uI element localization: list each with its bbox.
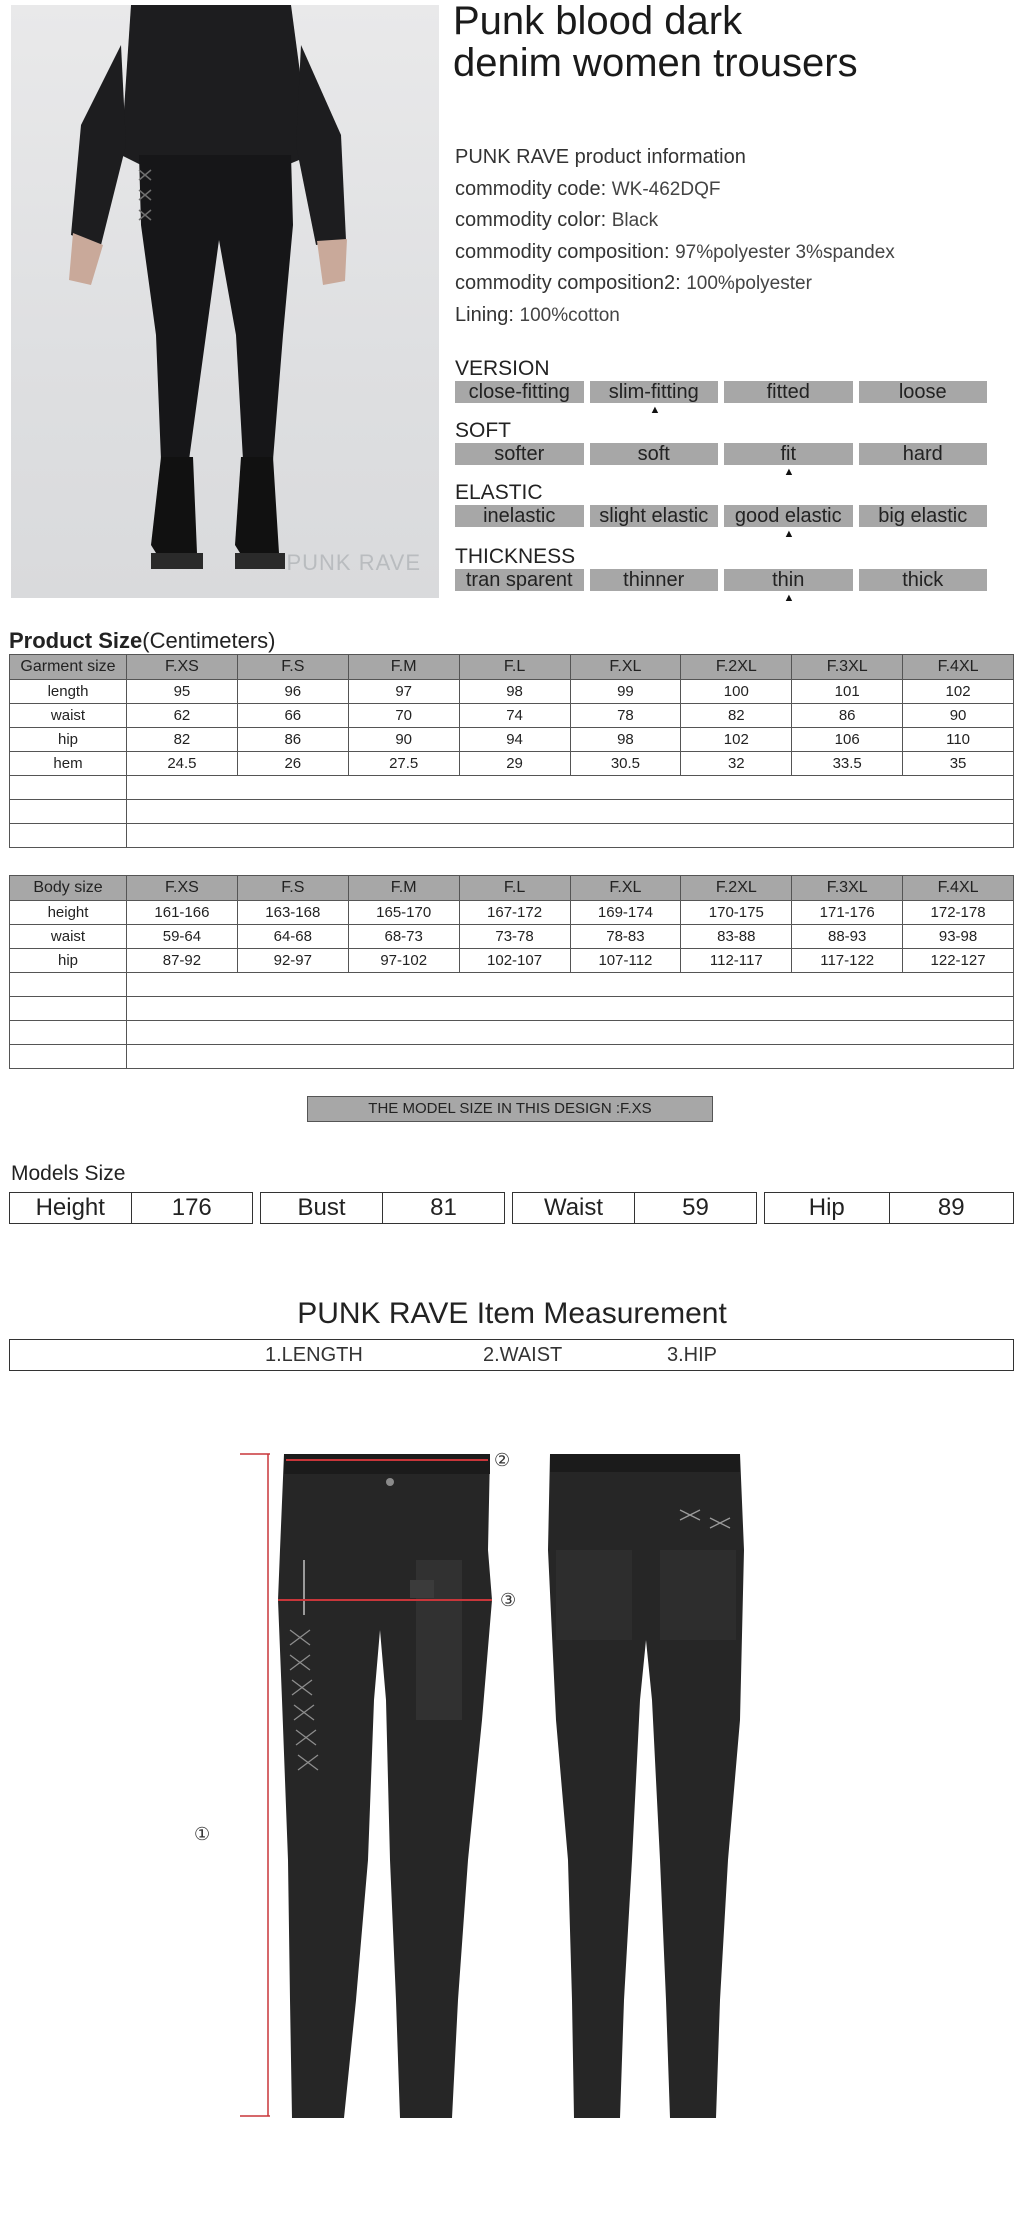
- table-cell: [127, 800, 1014, 824]
- table-row: [10, 949, 1014, 973]
- info-label: commodity composition:: [455, 240, 670, 263]
- table-cell: 163-168: [237, 901, 348, 925]
- measurement-title: PUNK RAVE Item Measurement: [297, 1297, 727, 1330]
- title-line: Punk blood dark: [453, 0, 743, 43]
- attribute-option: fitted: [724, 381, 853, 403]
- table-cell: 86: [237, 728, 348, 752]
- info-row: [455, 237, 1015, 269]
- table-header-cell: F.4XL: [903, 876, 1014, 901]
- attribute-name: VERSION: [455, 357, 550, 380]
- table-cell: 93-98: [903, 925, 1014, 949]
- table-header-cell: F.XS: [127, 655, 238, 680]
- product-size-unit: (Centimeters): [142, 628, 276, 653]
- table-cell: [10, 800, 127, 824]
- table-header-cell: F.2XL: [681, 876, 792, 901]
- info-label: PUNK RAVE product information: [455, 146, 746, 168]
- table-cell: 170-175: [681, 901, 792, 925]
- table-cell: height: [10, 901, 127, 925]
- table-header-cell: F.4XL: [903, 655, 1014, 680]
- measurement-diagram: [194, 1440, 760, 2130]
- info-row: [455, 205, 1015, 237]
- model-measure-label: Height: [10, 1193, 132, 1223]
- table-cell: 94: [459, 728, 570, 752]
- table-cell: 110: [903, 728, 1014, 752]
- selected-marker-icon: ▲: [783, 528, 795, 540]
- marker-hip: ③: [500, 1590, 517, 1611]
- table-cell: 82: [127, 728, 238, 752]
- table-cell: 102-107: [459, 949, 570, 973]
- table-cell: 101: [792, 680, 903, 704]
- table-cell: hip: [10, 728, 127, 752]
- table-header-row: [10, 655, 1014, 680]
- table-row: [10, 680, 1014, 704]
- table-row: [10, 704, 1014, 728]
- table-cell: 88-93: [792, 925, 903, 949]
- attribute-option: fit: [724, 443, 853, 465]
- table-cell: 30.5: [570, 752, 681, 776]
- table-cell: [10, 776, 127, 800]
- measurement-item: 2.WAIST: [483, 1344, 563, 1366]
- measurement-item: 3.HIP: [667, 1344, 718, 1366]
- table-cell: 83-88: [681, 925, 792, 949]
- selected-marker-icon: ▲: [783, 592, 795, 604]
- model-illustration: [11, 5, 439, 598]
- trousers-back-illustration: [548, 1454, 744, 2118]
- marker-waist: ②: [494, 1450, 511, 1471]
- table-cell: 100: [681, 680, 792, 704]
- table-row-empty: [10, 997, 1014, 1021]
- model-measure-hip: [764, 1192, 1014, 1224]
- product-info: [455, 142, 1015, 331]
- table-header-cell: F.M: [348, 876, 459, 901]
- attribute-option: hard: [859, 443, 988, 465]
- table-cell: 97-102: [348, 949, 459, 973]
- table-cell: 78: [570, 704, 681, 728]
- table-row-empty: [10, 824, 1014, 848]
- table-cell: [127, 824, 1014, 848]
- table-cell: [127, 776, 1014, 800]
- table-cell: 35: [903, 752, 1014, 776]
- table-cell: 68-73: [348, 925, 459, 949]
- table-cell: 171-176: [792, 901, 903, 925]
- table-cell: 106: [792, 728, 903, 752]
- attribute-option: thinner: [590, 569, 719, 591]
- info-value: Black: [611, 210, 659, 231]
- table-row: [10, 925, 1014, 949]
- table-cell: 122-127: [903, 949, 1014, 973]
- body-size-table: [9, 875, 1014, 1069]
- attribute-option: thin: [724, 569, 853, 591]
- product-title: [453, 0, 1013, 84]
- table-cell: 24.5: [127, 752, 238, 776]
- measurement-item: 1.LENGTH: [265, 1344, 363, 1366]
- table-cell: 112-117: [681, 949, 792, 973]
- info-value: 100%cotton: [519, 304, 620, 326]
- table-header-cell: F.2XL: [681, 655, 792, 680]
- table-cell: 32: [681, 752, 792, 776]
- table-header-row: [10, 876, 1014, 901]
- table-row: [10, 901, 1014, 925]
- table-cell: 33.5: [792, 752, 903, 776]
- table-cell: 82: [681, 704, 792, 728]
- table-cell: [10, 824, 127, 848]
- table-cell: [127, 997, 1014, 1021]
- model-measure-label: Waist: [513, 1193, 635, 1223]
- table-cell: 90: [903, 704, 1014, 728]
- selected-marker-icon: ▲: [783, 466, 795, 478]
- table-cell: 98: [459, 680, 570, 704]
- table-row-empty: [10, 973, 1014, 997]
- table-row-empty: [10, 776, 1014, 800]
- table-cell: 96: [237, 680, 348, 704]
- table-cell: 64-68: [237, 925, 348, 949]
- table-row-empty: [10, 1021, 1014, 1045]
- table-cell: 117-122: [792, 949, 903, 973]
- model-measure-label: Bust: [261, 1193, 383, 1223]
- table-cell: 99: [570, 680, 681, 704]
- table-cell: [10, 973, 127, 997]
- trousers-front-illustration: [278, 1454, 492, 2118]
- table-cell: 169-174: [570, 901, 681, 925]
- attribute-option: slight elastic: [590, 505, 719, 527]
- table-cell: waist: [10, 925, 127, 949]
- table-row: [10, 728, 1014, 752]
- table-header-cell: F.XL: [570, 876, 681, 901]
- attribute-option: inelastic: [455, 505, 584, 527]
- model-measure-value: 176: [171, 1194, 212, 1221]
- table-header-cell: F.XS: [127, 876, 238, 901]
- model-measure-bust: [260, 1192, 505, 1224]
- table-header-cell: F.L: [459, 655, 570, 680]
- table-cell: 92-97: [237, 949, 348, 973]
- table-cell: 70: [348, 704, 459, 728]
- measurement-legend: [9, 1339, 1014, 1371]
- info-row: [455, 174, 1015, 206]
- attribute-option: tran sparent: [455, 569, 584, 591]
- table-cell: 107-112: [570, 949, 681, 973]
- table-cell: 74: [459, 704, 570, 728]
- info-row: [455, 300, 1015, 332]
- table-cell: 87-92: [127, 949, 238, 973]
- info-value: 97%polyester 3%spandex: [675, 241, 895, 263]
- table-cell: 78-83: [570, 925, 681, 949]
- table-cell: 59-64: [127, 925, 238, 949]
- product-size-title: [9, 628, 276, 654]
- marker-length: ①: [194, 1824, 211, 1845]
- table-cell: 27.5: [348, 752, 459, 776]
- table-header-cell: Body size: [10, 876, 127, 901]
- info-label: Lining:: [455, 303, 514, 326]
- table-header-cell: F.S: [237, 876, 348, 901]
- table-cell: [10, 1021, 127, 1045]
- info-label: commodity code:: [455, 177, 607, 200]
- model-measure-waist: [512, 1192, 757, 1224]
- table-cell: 97: [348, 680, 459, 704]
- table-header-cell: F.XL: [570, 655, 681, 680]
- info-value: 100%polyester: [686, 273, 812, 294]
- table-cell: [127, 1045, 1014, 1069]
- attribute-option: big elastic: [859, 505, 988, 527]
- table-cell: hem: [10, 752, 127, 776]
- product-size-heading: Product Size: [9, 628, 143, 653]
- table-cell: [127, 973, 1014, 997]
- attribute-name: SOFT: [455, 419, 511, 442]
- table-cell: 62: [127, 704, 238, 728]
- attribute-version: [455, 357, 987, 416]
- watermark: PUNK RAVE: [286, 550, 421, 575]
- info-label: commodity composition2:: [455, 272, 681, 294]
- table-row: [10, 752, 1014, 776]
- attribute-name: ELASTIC: [455, 481, 543, 504]
- table-cell: 172-178: [903, 901, 1014, 925]
- table-cell: waist: [10, 704, 127, 728]
- table-cell: 86: [792, 704, 903, 728]
- model-measure-value: 81: [430, 1194, 457, 1221]
- attribute-option: loose: [859, 381, 988, 403]
- selected-marker-icon: ▲: [649, 404, 661, 416]
- table-cell: 29: [459, 752, 570, 776]
- attribute-option: soft: [590, 443, 719, 465]
- title-line: denim women trousers: [453, 41, 858, 85]
- model-measure-height: [9, 1192, 253, 1224]
- table-cell: [10, 1045, 127, 1069]
- table-row-empty: [10, 1045, 1014, 1069]
- table-cell: 95: [127, 680, 238, 704]
- attribute-thickness: [455, 545, 987, 604]
- table-cell: 90: [348, 728, 459, 752]
- attribute-option: close-fitting: [455, 381, 584, 403]
- table-cell: hip: [10, 949, 127, 973]
- attribute-option: thick: [859, 569, 988, 591]
- table-cell: length: [10, 680, 127, 704]
- attribute-elastic: [455, 481, 987, 540]
- model-size-note: THE MODEL SIZE IN THIS DESIGN :F.XS: [307, 1096, 713, 1122]
- attribute-option: good elastic: [724, 505, 853, 527]
- table-cell: 66: [237, 704, 348, 728]
- garment-size-table: [9, 654, 1014, 848]
- table-cell: 73-78: [459, 925, 570, 949]
- info-label: commodity color:: [455, 209, 607, 231]
- table-cell: [10, 997, 127, 1021]
- model-measure-value: 59: [682, 1194, 709, 1221]
- table-cell: [127, 1021, 1014, 1045]
- table-header-cell: F.L: [459, 876, 570, 901]
- table-cell: 98: [570, 728, 681, 752]
- table-cell: 102: [681, 728, 792, 752]
- table-header-cell: F.3XL: [792, 655, 903, 680]
- attribute-option: softer: [455, 443, 584, 465]
- info-value: WK-462DQF: [611, 178, 721, 200]
- product-photo: [11, 5, 439, 598]
- attribute-option: slim-fitting: [590, 381, 719, 403]
- table-cell: 167-172: [459, 901, 570, 925]
- table-cell: 26: [237, 752, 348, 776]
- table-header-cell: F.M: [348, 655, 459, 680]
- table-cell: 161-166: [127, 901, 238, 925]
- table-cell: 165-170: [348, 901, 459, 925]
- table-header-cell: Garment size: [10, 655, 127, 680]
- table-row-empty: [10, 800, 1014, 824]
- info-row: [455, 268, 1015, 300]
- attribute-soft: [455, 419, 987, 478]
- model-measure-label: Hip: [765, 1193, 890, 1223]
- info-row: [455, 142, 1015, 174]
- table-header-cell: F.S: [237, 655, 348, 680]
- model-measure-value: 89: [937, 1194, 965, 1221]
- table-cell: 102: [903, 680, 1014, 704]
- models-size-title: Models Size: [11, 1162, 126, 1185]
- attribute-name: THICKNESS: [455, 545, 576, 568]
- table-header-cell: F.3XL: [792, 876, 903, 901]
